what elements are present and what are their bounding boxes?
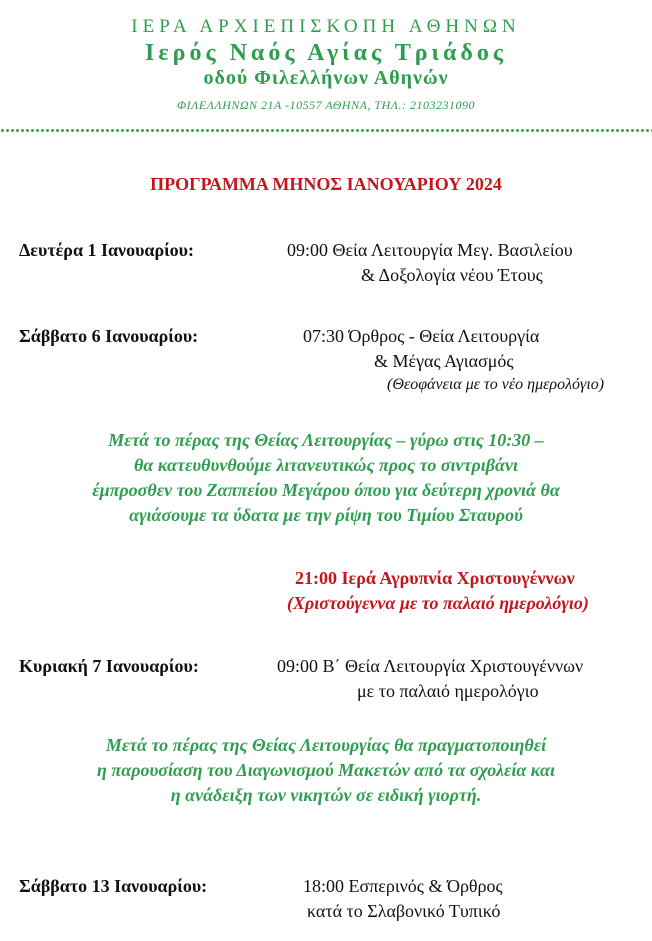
service-jan-13-line2: κατά το Σλαβονικό Τυπικό <box>307 901 501 921</box>
service-jan-7-line2: με το παλαιό ημερολόγιο <box>357 681 539 701</box>
church-street: οδού Φιλελλήνων Αθηνών <box>203 67 449 89</box>
day-jan-13: Σάββατο 13 Ιανουαρίου: <box>19 876 208 896</box>
service-jan-6-line1: 07:30 Όρθρος - Θεία Λειτουργία <box>303 326 540 346</box>
church-name: Ιερός Ναός Αγίας Τριάδος <box>145 40 507 66</box>
day-jan-1: Δευτέρα 1 Ιανουαρίου: <box>19 240 195 260</box>
model-contest-note-line-3: η ανάδειξη των νικητών σε ειδική γιορτή. <box>170 785 482 805</box>
dotted-divider <box>0 128 652 134</box>
service-jan-6-note: (Θεοφάνεια με το νέο ημερολόγιο) <box>387 376 605 393</box>
model-contest-note-line-1: Μετά το πέρας της Θείας Λειτουργίας θα πραγματοποιηθεί <box>105 735 547 755</box>
service-jan-13-line1: 18:00 Εσπερινός & Όρθρος <box>303 876 503 896</box>
day-jan-7: Κυριακή 7 Ιανουαρίου: <box>19 656 199 676</box>
service-jan-6-line2: & Μέγας Αγιασμός <box>374 351 514 371</box>
archdiocese-heading: ΙΕΡΑ ΑΡΧΙΕΠΙΣΚΟΠΗ ΑΘΗΝΩΝ <box>131 16 521 37</box>
procession-note-line-2: θα κατευθυνθούμε λιτανευτικώς προς το σιντριβάνι <box>134 455 518 475</box>
church-address: ΦΙΛΕΛΛΗΝΩΝ 21Α -10557 ΑΘΗΝΑ, ΤΗΛ.: 2103231090 <box>176 98 475 112</box>
procession-note-line-4: αγιάσουμε τα ύδατα με την ρίψη του Τιμίου Σταυρού <box>129 505 523 525</box>
service-jan-1-line2: & Δοξολογία νέου Έτους <box>361 265 543 285</box>
procession-note-line-3: έμπροσθεν του Ζαππείου Μεγάρου όπου για δεύτερη χρονιά θα <box>92 480 560 500</box>
day-jan-6: Σάββατο 6 Ιανουαρίου: <box>19 326 199 346</box>
model-contest-note-line-2: η παρουσίαση του Διαγωνισμού Μακετών από τα σχολεία και <box>97 760 555 780</box>
service-jan-7-line1: 09:00 Β΄ Θεία Λειτουργία Χριστουγέννων <box>277 656 584 676</box>
program-title: ΠΡΟΓΡΑΜΜΑ ΜΗΝΟΣ ΙΑΝΟΥΑΡΙΟΥ 2024 <box>150 174 502 194</box>
procession-note-line-1: Μετά το πέρας της Θείας Λειτουργίας – γύρω στις 10:30 – <box>108 430 544 450</box>
vigil-line-2: (Χριστούγεννα με το παλαιό ημερολόγιο) <box>287 593 589 613</box>
service-jan-1-line1: 09:00 Θεία Λειτουργία Μεγ. Βασιλείου <box>287 240 573 260</box>
vigil-line-1: 21:00 Ιερά Αγρυπνία Χριστουγέννων <box>295 568 575 588</box>
